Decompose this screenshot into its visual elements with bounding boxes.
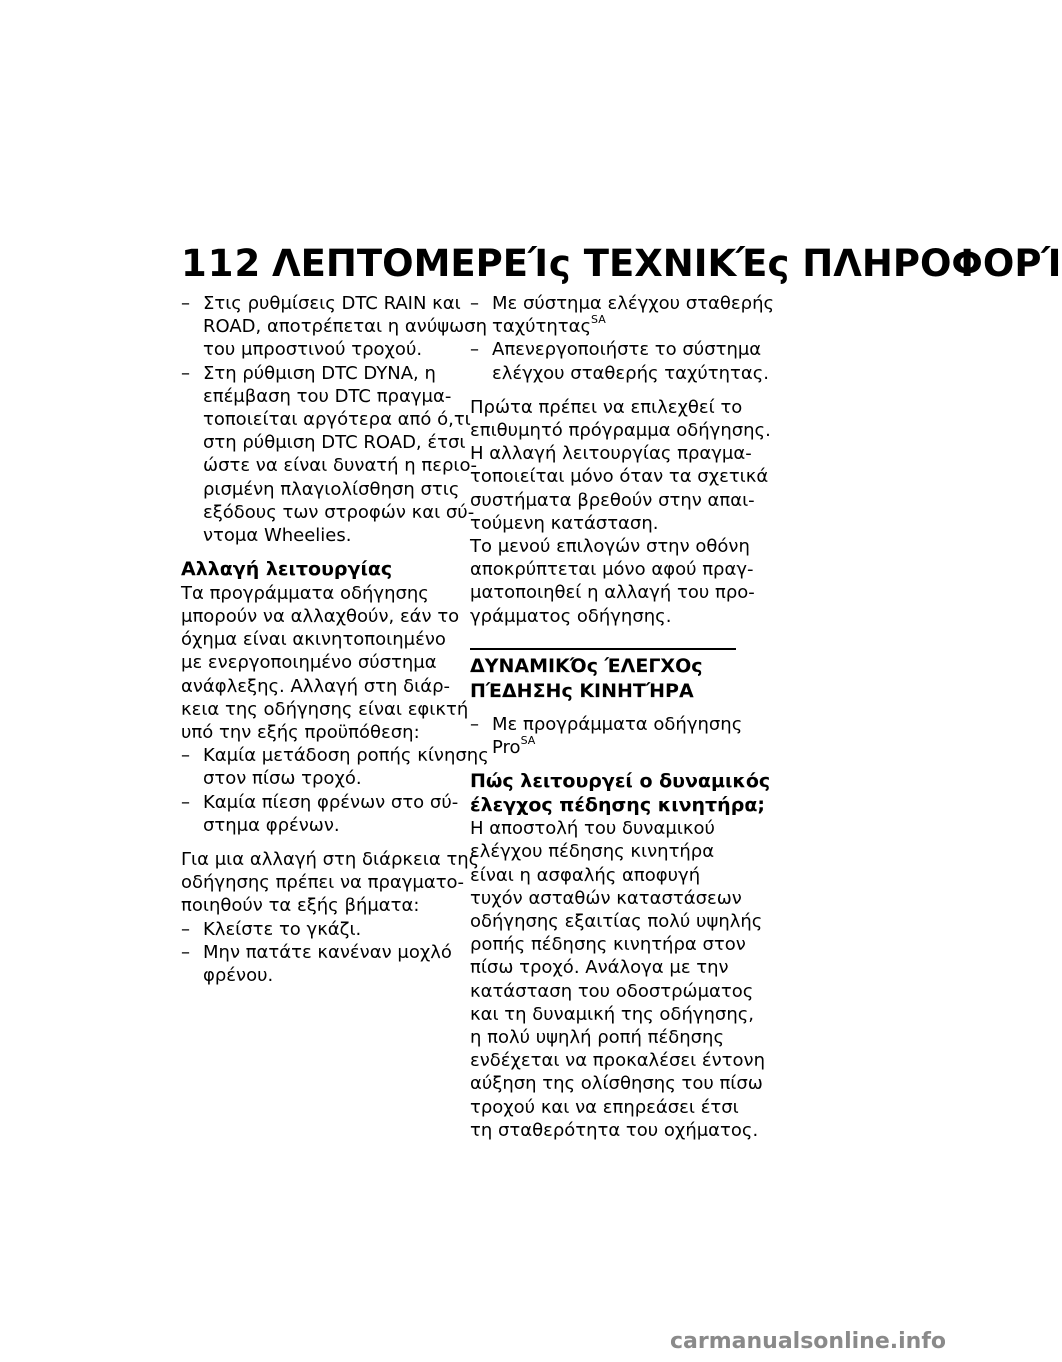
section-heading-line: ΠΈΔΗΣΗς ΚΙΝΗΤΉΡΑ bbox=[470, 680, 694, 703]
text-line: – Καμία μετάδοση ροπής κίνησης bbox=[203, 745, 489, 767]
text-line: όχημα είναι ακινητοποιημένο bbox=[181, 629, 446, 651]
text-line: στημα φρένων. bbox=[203, 814, 340, 836]
text-line: συστήματα βρεθούν στην απαι- bbox=[470, 489, 755, 511]
paragraph bbox=[181, 848, 480, 918]
text-line: – Κλείστε το γκάζι. bbox=[203, 918, 362, 940]
text-line: υπό την εξής προϋπόθεση: bbox=[181, 721, 420, 743]
paragraph bbox=[470, 396, 771, 628]
text-line: ρισμένη πλαγιολίσθηση στις bbox=[203, 478, 460, 500]
text-line: επιθυμητό πρόγραμμα οδήγησης. bbox=[470, 420, 771, 442]
list-item bbox=[181, 744, 489, 790]
text-line: τοποιείται μόνο όταν τα σχετικά bbox=[470, 466, 769, 488]
text-line: Για μια αλλαγή στη διάρκεια της bbox=[181, 848, 480, 870]
text-line: Pro bbox=[492, 737, 521, 759]
subheading-line: Πώς λειτουργεί ο δυναμικός bbox=[470, 770, 771, 793]
text-line: ντομα Wheelies. bbox=[203, 525, 352, 547]
right-column bbox=[470, 292, 775, 1142]
text-line: κατάσταση του οδοστρώματος bbox=[470, 980, 754, 1002]
text-line: – Καμία πίεση φρένων στο σύ- bbox=[203, 791, 459, 813]
text-line: Το μενού επιλογών στην οθόνη bbox=[470, 536, 750, 558]
text-line: Τα προγράμματα οδήγησης bbox=[181, 582, 429, 604]
section-divider bbox=[470, 648, 736, 650]
section-heading-line: ΔΥΝΑΜΙΚΌς ΈΛΕΓΧΟς bbox=[470, 654, 703, 677]
text-line: ταχύτητας bbox=[492, 316, 592, 338]
subheading-line: έλεγχος πέδησης κινητήρα; bbox=[470, 793, 765, 816]
text-line: – Στις ρυθμίσεις DTC RAIN και bbox=[203, 293, 461, 314]
text-line: τοποιείται αργότερα από ό,τι bbox=[203, 409, 471, 431]
text-line: πίσω τροχό. Ανάλογα με την bbox=[470, 957, 729, 979]
list-item bbox=[181, 362, 477, 548]
text-line: αποκρύπτεται μόνο αφού πραγ- bbox=[470, 559, 754, 581]
watermark: carmanualsonline.info bbox=[670, 1329, 946, 1354]
text-line: Η αποστολή του δυναμικού bbox=[470, 818, 715, 840]
text-line: ροπής πέδησης κινητήρα στον bbox=[470, 934, 746, 956]
text-line: στον πίσω τροχό. bbox=[203, 768, 362, 790]
text-line: ανάφλεξης. Αλλαγή στη διάρ- bbox=[181, 675, 451, 697]
list-item bbox=[181, 941, 452, 987]
section-subheading-how-it-works bbox=[470, 770, 771, 817]
special-equipment-marker: SA bbox=[520, 734, 536, 748]
text-line: ποιηθούν τα εξής βήματα: bbox=[181, 895, 420, 917]
text-line: στη ρύθμιση DTC ROAD, έτσι bbox=[203, 432, 466, 454]
text-line: – Μην πατάτε κανέναν μοχλό bbox=[203, 941, 452, 963]
list-item bbox=[470, 338, 770, 384]
text-line: του μπροστινού τροχού. bbox=[203, 339, 423, 361]
special-equipment-marker: SA bbox=[591, 313, 606, 327]
text-line: οδήγησης εξαιτίας πολύ υψηλής bbox=[470, 911, 763, 933]
text-line: επέμβαση του DTC πραγμα- bbox=[203, 385, 452, 407]
text-line: ελέγχου σταθερής ταχύτητας. bbox=[492, 362, 770, 384]
text-line: κεια της οδήγησης είναι εφικτή bbox=[181, 698, 469, 720]
text-line: με ενεργοποιημένο σύστημα bbox=[181, 652, 437, 674]
text-line: Η αλλαγή λειτουργίας πραγμα- bbox=[470, 443, 752, 465]
list-item bbox=[470, 713, 743, 759]
paragraph bbox=[181, 582, 469, 744]
text-line: ματοποιηθεί η αλλαγή του προ- bbox=[470, 582, 755, 604]
list-item bbox=[181, 791, 459, 837]
text-line: ελέγχου πέδησης κινητήρα bbox=[470, 841, 715, 863]
text-line: ROAD, αποτρέπεται η ανύψωση bbox=[203, 316, 487, 338]
text-line: Πρώτα πρέπει να επιλεχθεί το bbox=[470, 396, 743, 418]
text-line: και τη δυναμική της οδήγησης, bbox=[470, 1003, 755, 1025]
list-item bbox=[181, 292, 487, 362]
section-subheading-mode-change: Αλλαγή λειτουργίας bbox=[181, 558, 393, 581]
text-line: είναι η ασφαλής αποφυγή bbox=[470, 864, 701, 886]
section-heading bbox=[470, 654, 740, 705]
text-line: εξόδους των στροφών και σύ- bbox=[203, 501, 475, 523]
text-line: τούμενη κατάσταση. bbox=[470, 512, 659, 534]
text-line: τροχού και να επηρεάσει έτσι bbox=[470, 1096, 739, 1118]
page-number: 112 bbox=[181, 242, 262, 285]
list-item bbox=[470, 292, 775, 338]
text-line: – Με προγράμματα οδήγησης bbox=[492, 713, 743, 735]
left-column bbox=[181, 292, 489, 987]
text-line: η πολύ υψηλή ροπή πέδησης bbox=[470, 1027, 725, 1049]
text-line: – Στη ρύθμιση DTC DYNA, η bbox=[203, 362, 436, 384]
text-line: φρένου. bbox=[203, 964, 274, 986]
text-line: οδήγησης πρέπει να πραγματο- bbox=[181, 872, 465, 894]
text-line: αύξηση της ολίσθησης του πίσω bbox=[470, 1073, 763, 1095]
text-line: ώστε να είναι δυνατή η περιο- bbox=[203, 455, 477, 477]
text-line: τη σταθερότητα του οχήματος. bbox=[470, 1119, 759, 1141]
text-line: τυχόν ασταθών καταστάσεων bbox=[470, 887, 742, 909]
text-line: ενδέχεται να προκαλέσει έντονη bbox=[470, 1050, 765, 1072]
text-line: γράμματος οδήγησης. bbox=[470, 605, 672, 627]
list-item bbox=[181, 918, 445, 941]
paragraph bbox=[470, 817, 765, 1142]
text-line: – Απενεργοποιήστε το σύστημα bbox=[492, 339, 762, 361]
text-line: μπορούν να αλλαχθούν, εάν το bbox=[181, 605, 460, 627]
text-line: – Με σύστημα ελέγχου σταθερής bbox=[492, 293, 775, 314]
page-header-title: ΛΕΠΤΟΜΕΡΕΊς ΤΕΧΝΙΚΈς ΠΛΗΡΟΦΟΡΊ bbox=[272, 242, 1062, 285]
